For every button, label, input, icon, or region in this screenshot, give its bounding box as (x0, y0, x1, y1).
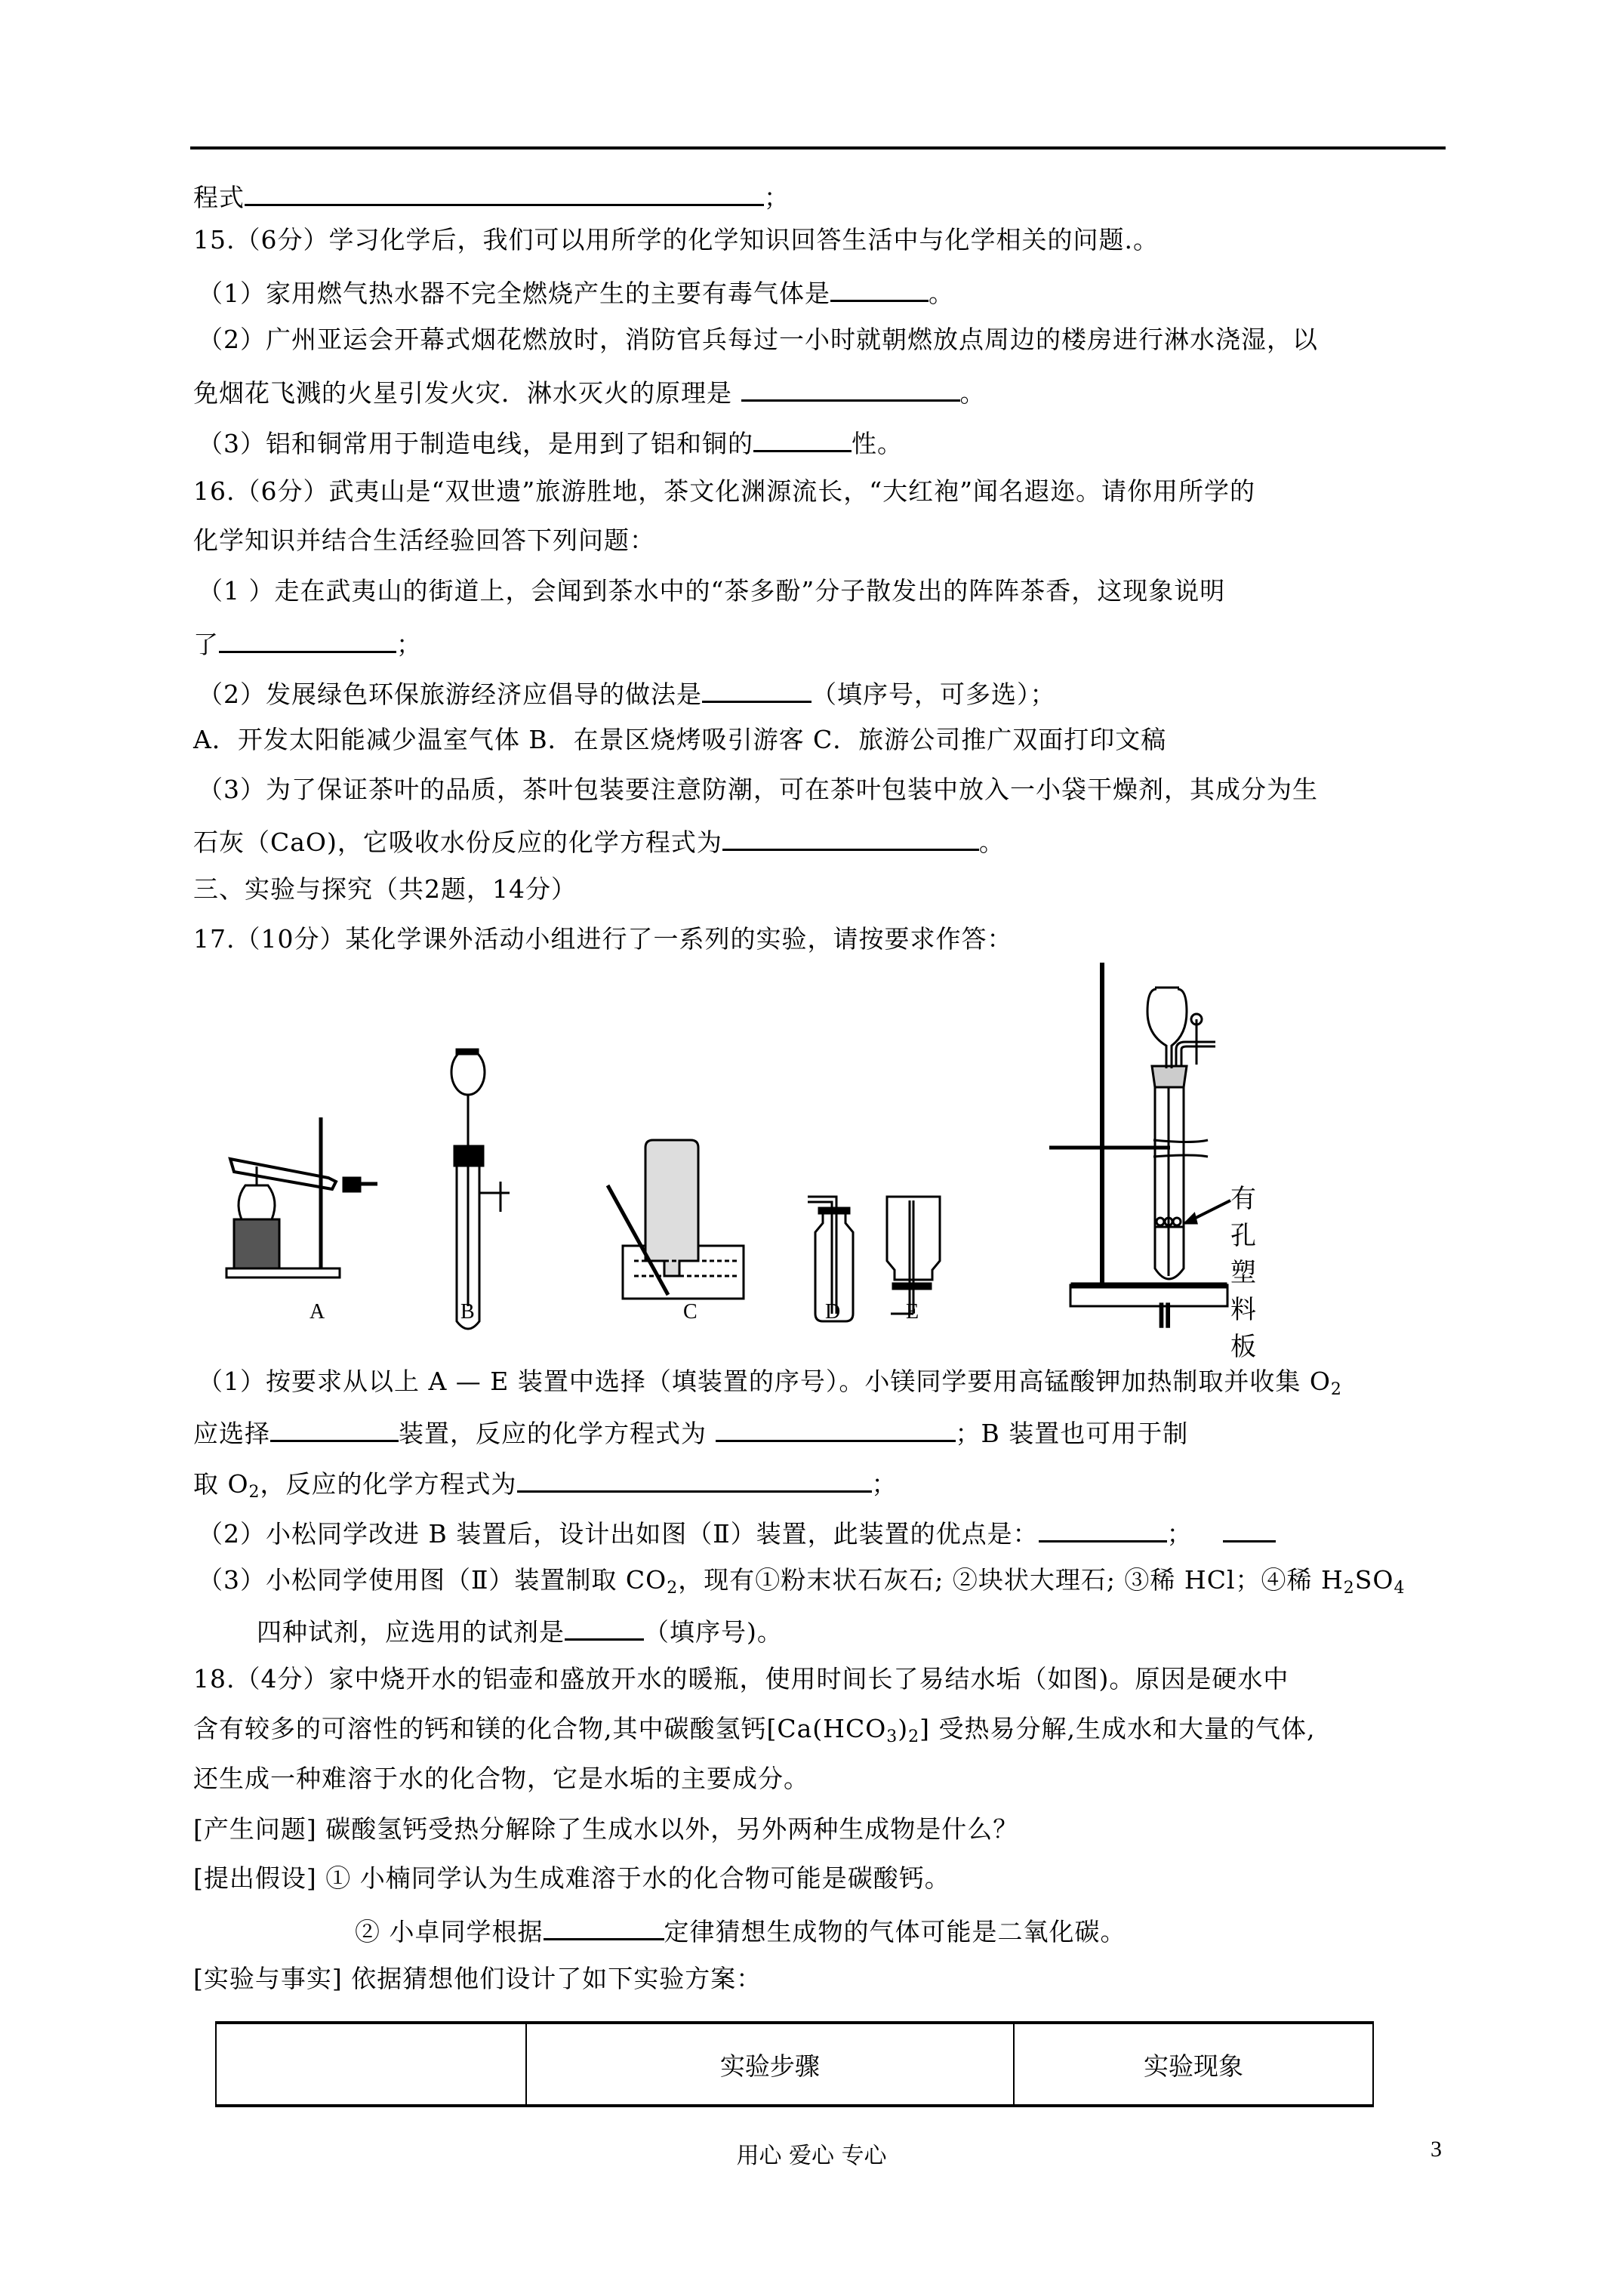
q17-part3-line2: 四种试剂，应选用的试剂是 （填序号)。 (257, 1614, 783, 1647)
q16-part3-line2: 石灰（CaO)，它吸收水份反应的化学方程式为 。 (193, 824, 1005, 858)
q15-part1: （1）家用燃气热水器不完全燃烧产生的主要有毒气体是 。 (198, 276, 954, 309)
label-a: A (310, 1300, 325, 1324)
q18-hypothesis-1: [提出假设] ① 小楠同学认为生成难溶于水的化合物可能是碳酸钙。 (193, 1863, 950, 1893)
q16-part2: （2）发展绿色环保旅游经济应倡导的做法是 （填序号，可多选）； (198, 676, 1056, 710)
q17-part1-line2: 应选择 装置，反应的化学方程式为 ；B 装置也可用于制 (193, 1416, 1188, 1449)
answer-blank[interactable] (565, 1614, 644, 1641)
table-header-cell (216, 2023, 526, 2106)
apparatus-a (226, 1117, 377, 1277)
apparatus-b (451, 1049, 510, 1329)
apparatus-figure (211, 959, 1268, 1362)
annotation-perforated-plate: 有孔塑料板 (1230, 1184, 1256, 1362)
q18-question: [产生问题] 碳酸氢钙受热分解除了生成水以外，另外两种生成物是什么？ (193, 1814, 1019, 1844)
q17-part1-line1: （1）按要求从以上 A — E 装置中选择（填装置的序号）。小镁同学要用高锰酸钾加热制取并收集 $O_2$ (198, 1367, 1342, 1399)
table-header-cell: 实验现象 (1014, 2023, 1373, 2106)
q16-options: A．开发太阳能减少温室气体 B．在景区烧烤吸引游客 C．旅游公司推广双面打印文稿 (193, 725, 1167, 754)
label-c: C (683, 1300, 698, 1324)
q18-line1: 18.（4分）家中烧开水的铝壶和盛放开水的暖瓶，使用时间长了易结水垢（如图)。原因是硬水中 (193, 1664, 1289, 1693)
q18-line3: 还生成一种难溶于水的化合物，它是水垢的主要成分。 (193, 1764, 809, 1793)
q18-hypothesis-2: ② 小卓同学根据 定律猜想生成物的气体可能是二氧化碳。 (355, 1914, 1126, 1947)
q15-part3: （3）铝和铜常用于制造电线，是用到了铝和铜的 性。 (198, 426, 903, 459)
q17-stem: 17.（10分）某化学课外活动小组进行了一系列的实验，请按要求作答： (193, 924, 1013, 954)
q15-part2-line1: （2）广州亚运会开幕式烟花燃放时，消防官兵每过一小时就朝燃放点周边的楼房进行淋水浇湿，以 (198, 325, 1318, 354)
table-header-row (216, 2023, 1373, 2106)
experiment-table (215, 2021, 1374, 2107)
label-ii: Ⅱ (1156, 1298, 1173, 1335)
answer-blank[interactable] (702, 676, 812, 703)
answer-blank[interactable] (753, 426, 852, 452)
answer-blank[interactable] (245, 180, 764, 206)
continuation-line: 程式 ； (193, 180, 790, 213)
label-b: B (460, 1300, 475, 1324)
answer-blank[interactable] (716, 1416, 956, 1442)
apparatus-ii (1049, 963, 1230, 1306)
q15-part2-line2: 免烟花飞溅的火星引发火灾．淋水灭火的原理是 。 (193, 375, 986, 408)
answer-blank[interactable] (830, 276, 929, 302)
q17-part3-line1: （3）小松同学使用图（Ⅱ）装置制取 $CO_2$，现有①粉末状石灰石; ②块状大理石; ③稀 HCl；④稀 $H_2SO_4$ (198, 1565, 1406, 1598)
answer-blank[interactable] (517, 1466, 872, 1493)
section-title: 三、实验与探究（共2题，14分） (193, 874, 577, 904)
answer-blank[interactable] (741, 375, 960, 402)
q15-stem: 15.（6分）学习化学后，我们可以用所学的化学知识回答生活中与化学相关的问题.。 (193, 225, 1159, 254)
apparatus-drawing (211, 959, 1268, 1336)
table-header-cell: 实验步骤 (526, 2023, 1015, 2106)
q18-facts: [实验与事实] 依据猜想他们设计了如下实验方案： (193, 1964, 762, 1993)
page-number: 3 (1431, 2137, 1442, 2162)
answer-blank[interactable] (544, 1914, 664, 1940)
footer-motto: 用心 爱心 专心 (736, 2143, 887, 2169)
answer-blank[interactable] (722, 824, 979, 851)
q16-stem-line1: 16.（6分）武夷山是“双世遗”旅游胜地，茶文化渊源流长，“大红袍”闻名遐迩。请你用所学的 (193, 476, 1255, 506)
q18-line2: 含有较多的可溶性的钙和镁的化合物,其中碳酸氢钙$[Ca(HCO_3)_2]$ 受热易分解,生成水和大量的气体, (193, 1714, 1316, 1746)
header-rule (190, 146, 1446, 149)
q16-part1-line2: 了 ； (193, 627, 422, 660)
answer-blank[interactable] (1223, 1516, 1276, 1542)
apparatus-e (887, 1197, 940, 1314)
answer-blank[interactable] (270, 1416, 399, 1442)
q16-part1-line1: （1 ）走在武夷山的街道上，会闻到茶水中的“茶多酚”分子散发出的阵阵茶香，这现象说明 (198, 576, 1226, 606)
q16-stem-line2: 化学知识并结合生活经验回答下列问题： (193, 525, 655, 555)
q16-part3-line1: （3）为了保证茶叶的品质，茶叶包装要注意防潮，可在茶叶包装中放入一小袋干燥剂，其成分为生 (198, 775, 1318, 804)
label-e: E (906, 1300, 919, 1324)
label-d: D (825, 1300, 841, 1324)
answer-blank[interactable] (219, 627, 396, 653)
answer-blank[interactable] (1039, 1516, 1167, 1542)
apparatus-c (608, 1140, 744, 1299)
q17-part1-line3: 取 $O_2$，反应的化学方程式为 ； (193, 1466, 898, 1499)
q17-part2: （2）小松同学改进 B 装置后，设计出如图（Ⅱ）装置，此装置的优点是： ； (198, 1516, 1276, 1549)
